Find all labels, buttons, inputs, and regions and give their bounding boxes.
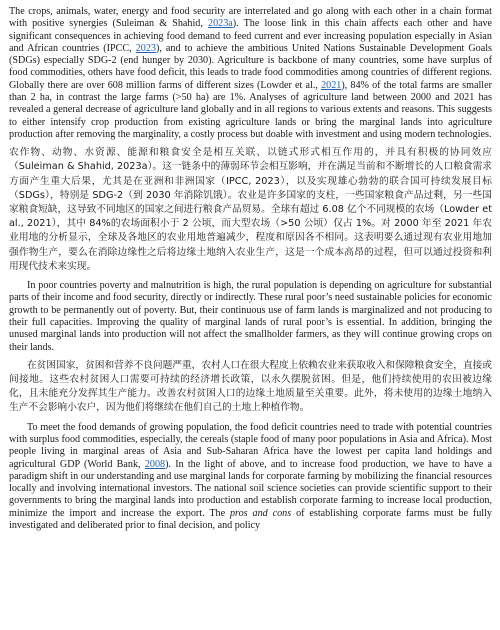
text-run: ), and to achieve the ambitious United Nations Sustainable Development Goals (SDGs) especially SDG-2 (end hunger by 2030). Agriculture is backbone of many countries, some have surplus of food commodities, others have food deficit, this leads to trade food commodities among countries of different regions. Globally there are over 608 million farms of different sizes (Lowder et al., (9, 42, 492, 91)
citation-link[interactable]: 2023a (208, 18, 233, 30)
text-run: of establishing corporate farms must be fully investigated and deliberated prior to final decision, and policy (9, 507, 492, 532)
citation-link[interactable]: 2008 (144, 458, 166, 470)
paragraph-zh-1: 农作物、动物、水资源、能源和粮食安全是相互关联、以链式形式相互作用的，并具有积极的协同效应（Suleiman & Shahid, 2023a）。这一链条中的薄弱环节会相互影响，并在满足当前和不断增长的人口粮食需求方面产生重大后果，尤其是在亚洲和非洲国家（IPCC, 2023），以及实现雄心勃勃的联合国可持续发展目标（SDGs），特别是 SDG-2（到 2030 年消除饥饿）。农业是许多国家的支柱，一些国家粮食产品过剩，另一些国家粮食短缺，这导致不同地区的国家之间进行粮食产品贸易。全球有超过 6.08 亿个不同规模的农场（Lowder et al., 2021），其中 84%的农场面积小于 2 公顷，而大型农场（>50 公顷）仅占 1%。对 2000 年至 2021 年农业用地的分析显示，全球及各地区的农业用地普遍减少，程度和原因各不相同。这表明要么通过现有农业用地加强作物生产，要么在消除边缘性之后将边缘土地纳入农业生产，这是一个成本高昂的过程，但可以通过投资和利用现代技术来实现。 (9, 147, 492, 272)
paragraph-zh-2: 在贫困国家，贫困和营养不良问题严重，农村人口在很大程度上依赖农业来获取收入和保障粮食安全，直接或间接地。这些农村贫困人口需要可持续的经济增长政策，以永久摆脱贫困。但是，他们持续使用的农田被边缘化，且未能充分发挥其生产能力。改善农村贫困人口的边缘土地质量至关重要。此外，将未使用的边缘土地纳入生产不会影响小农户，因为他们将继续在他们自己的土地上种植作物。 (9, 359, 492, 414)
paragraph-en-3 (9, 422, 492, 533)
paragraph-en-1 (9, 6, 492, 141)
italic-phrase: pros and cons (229, 507, 292, 519)
citation-link[interactable]: 2023 (135, 42, 156, 54)
text-run: The crops, animals, water, energy and food security are interrelated and go along with each other in a chain format with positive synergies (Suleiman & Shahid, (9, 6, 492, 30)
text-run: ), 84% of the total farms are smaller than 2 ha, in contrast the large farms (>50 ha) are 1%. Analyses of agriculture land between 2000 and 2021 has revealed a general decrease of agriculture land globally and in all regions to various extents and reasons. This suggests to either intensify crop production from existing agriculture lands or bring the marginal lands into agriculture production after removing the marginality, a costly process but doable with investment and using modern technologies. (9, 79, 492, 140)
citation-link[interactable]: 2021 (321, 79, 342, 91)
text-run: ). In the light of above, and to increase food production, we have to have a paradigm shift in our understanding and use marginal lands for corporate farming by mobilizing the financial resources locally and involving international investors. The national soil science societies can provide scientific support to their governments to bring the marginal lands into production and establish corporate farming to increase local production, minimize the import and increase the export. The (9, 458, 492, 519)
text-run: To meet the food demands of growing population, the food deficit countries need to trade with potential countries with surplus food commodities, especially, the cereals (staple food of many poor populations in Asia and Africa). Most people living in marginal areas of Asia and Sub-Saharan Africa have the lowest per capita land holdings and agricultural GDP (World Bank, (9, 421, 492, 470)
text-run: ). The loose link in this chain affects each other and have significant consequences in achieving food demand to feed current and ever increasing population especially in Asian and African countries (IPCC, (9, 18, 493, 54)
paragraph-en-2: In poor countries poverty and malnutrition is high, the rural population is depending on agriculture for substantial parts of their income and food security, directly or indirectly. These rural poor’s need sustainable policies for economic growth to be permanently out of poverty. But, their continuous use of farm lands is marginalized and not producing to their full capacities. Improving the quality of marginal lands of rural poor’s is essential. In addition, bringing the unused marginal lands into production will not affect the smallholder farmers, as they will continue growing crops on their lands. (9, 280, 492, 353)
